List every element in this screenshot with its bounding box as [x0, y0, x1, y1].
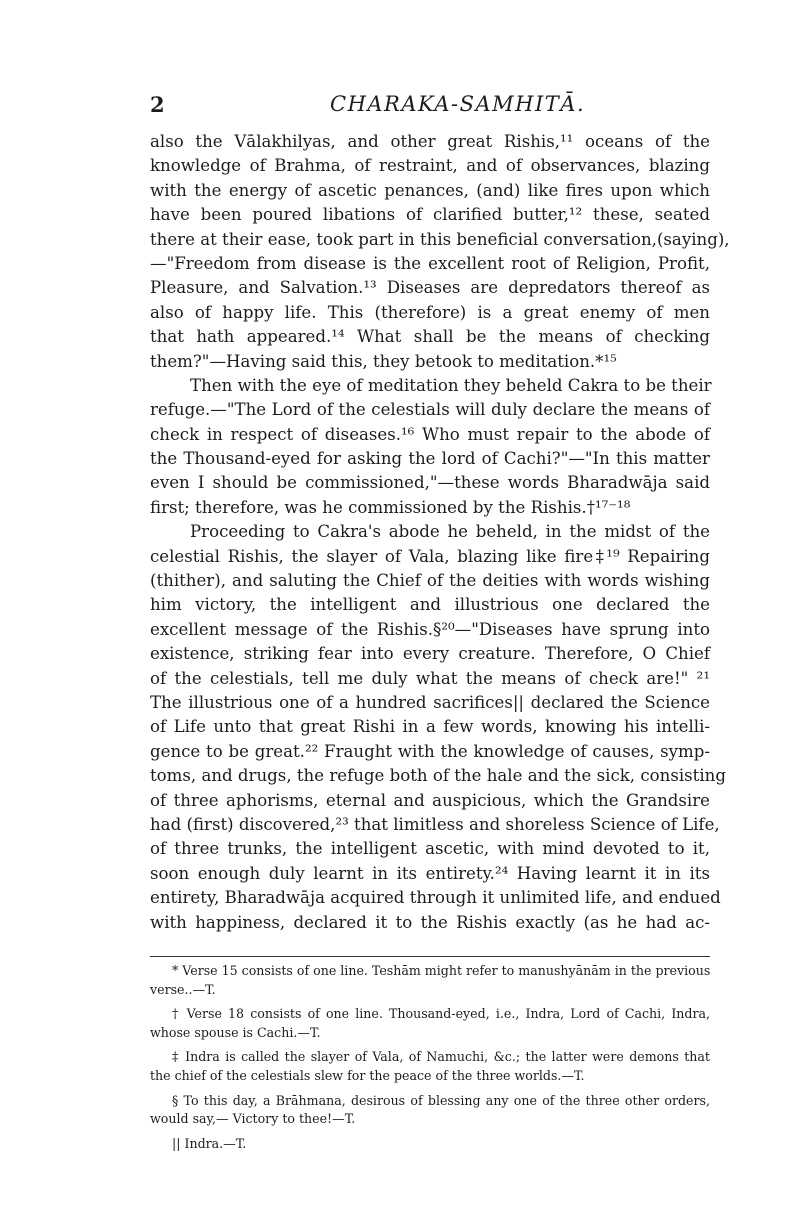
running-title: CHARAKA-SAMHITĀ.: [330, 92, 586, 116]
footnote-line: ‡ Indra is called the slayer of Vala, of Namuchi, &c.; the latter were demons that: [172, 1049, 710, 1065]
footnote-line: * Verse 15 consists of one line. Teshām might refer to manushyānām in the previous: [172, 963, 711, 978]
text-line: The illustrious one of a hundred sacrifices|| declared the Science: [150, 692, 710, 712]
text-line: also of happy life. This (therefore) is a great enemy of men: [150, 302, 710, 322]
text-line: with the energy of ascetic penances, (and) like fires upon which: [150, 180, 710, 200]
text-line: entirety, Bharadwāja acquired through it unlimited life, and endued: [150, 888, 721, 908]
text-line: even I should be commissioned,"—these words Bharadwāja said: [150, 473, 710, 493]
footnotes: [150, 962, 710, 1159]
text-line: of three aphorisms, eternal and auspicious, which the Grandsire: [150, 790, 710, 810]
text-line: first; therefore, was he commissioned by the Rishis.†¹⁷⁻¹⁸: [150, 497, 631, 517]
text-line: —"Freedom from disease is the excellent root of Religion, Profit,: [150, 253, 710, 273]
text-line: Pleasure, and Salvation.¹³ Diseases are depredators thereof as: [150, 278, 710, 298]
text-line: have been poured libations of clarified butter,¹² these, seated: [150, 205, 710, 225]
text-line: toms, and drugs, the refuge both of the hale and the sick, consisting: [150, 766, 726, 786]
text-line: celestial Rishis, the slayer of Vala, blazing like fire‡¹⁹ Repairing: [150, 546, 710, 566]
footnote: [150, 1005, 710, 1042]
text-line: knowledge of Brahma, of restraint, and of observances, blazing: [150, 156, 710, 176]
text-line: that hath appeared.¹⁴ What shall be the means of checking: [150, 327, 710, 347]
footnote-line: whose spouse is Cachi.—T.: [150, 1024, 321, 1040]
text-line: soon enough duly learnt in its entirety.²⁴ Having learnt it in its: [150, 863, 710, 883]
page-number: 2: [150, 92, 165, 117]
text-line: existence, striking fear into every creature. Therefore, O Chief: [150, 644, 710, 664]
footnote-line: would say,— Victory to thee!—T.: [150, 1111, 356, 1127]
text-line: Proceeding to Cakra's abode he beheld, in the midst of the: [190, 522, 710, 542]
text-line: with happiness, declared it to the Rishis exactly (as he had ac-: [150, 912, 710, 932]
footnote-divider: [150, 956, 710, 957]
footnote-line: verse..—T.: [150, 981, 216, 997]
text-line: there at their ease, took part in this beneficial conversation,(saying),: [150, 229, 730, 249]
body-text: [150, 130, 730, 935]
footnote: [150, 1048, 710, 1085]
text-line: him victory, the intelligent and illustrious one declared the: [150, 595, 710, 615]
footnote-line: † Verse 18 consists of one line. Thousand-eyed, i.e., Indra, Lord of Cachi, Indra,: [172, 1006, 710, 1022]
text-line: of the celestials, tell me duly what the means of check are!" ²¹: [150, 668, 710, 688]
text-line: refuge.—"The Lord of the celestials will duly declare the means of: [150, 400, 710, 420]
footnote-line: the chief of the celestials slew for the peace of the three worlds.—T.: [150, 1067, 585, 1083]
text-line: excellent message of the Rishis.§²⁰—"Diseases have sprung into: [150, 619, 710, 639]
text-line: Then with the eye of meditation they beheld Cakra to be their: [190, 375, 712, 395]
text-line: had (first) discovered,²³ that limitless and shoreless Science of Life,: [150, 814, 720, 834]
running-head: [150, 92, 710, 118]
footnote: [150, 962, 710, 999]
footnote: [150, 1092, 710, 1129]
text-line: of Life unto that great Rishi in a few words, knowing his intelli-: [150, 717, 710, 737]
text-line: the Thousand-eyed for asking the lord of Cachi?"—"In this matter: [150, 449, 710, 469]
text-line: of three trunks, the intelligent ascetic, with mind devoted to it,: [150, 839, 710, 859]
text-line: check in respect of diseases.¹⁶ Who must repair to the abode of: [150, 424, 710, 444]
text-line: them?"—Having said this, they betook to meditation.*¹⁵: [150, 351, 617, 371]
footnote-line: || Indra.—T.: [172, 1135, 247, 1151]
text-line: (thither), and saluting the Chief of the deities with words wishing: [150, 571, 710, 591]
footnote-line: § To this day, a Brāhmana, desirous of blessing any one of the three other orders,: [172, 1092, 710, 1108]
text-line: also the Vālakhilyas, and other great Rishis,¹¹ oceans of the: [150, 132, 710, 151]
footnote: [150, 1135, 710, 1154]
text-line: gence to be great.²² Fraught with the knowledge of causes, symp-: [150, 741, 710, 761]
